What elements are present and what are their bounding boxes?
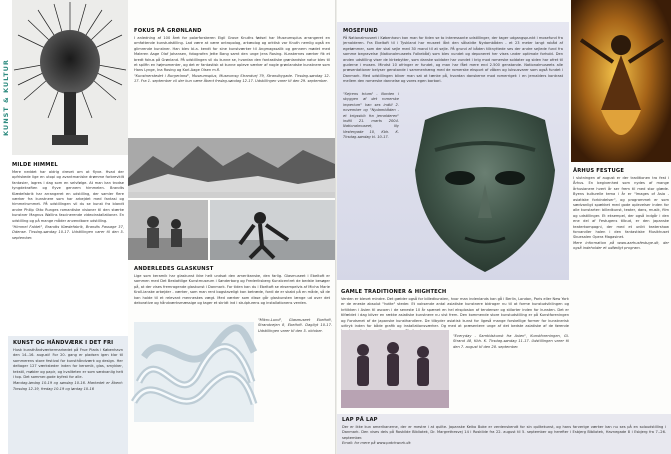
article-info: "Mikro-Lund", Glasmuseet Ebeltoft, Strandvejen 8, Ebeltoft. Dagligt 10-17. Udstillingen varer til den 5. oktober. [258, 318, 332, 333]
article-info: "Kunstnerstedet i Burgerland", Museumsplus, Museumsg Strandvej 79, Strandbygade. Tirsdag-søndag 12-17. Fra 1. september vil der kun være åbent fredag-søndag 12-17. Udstillingen varer til den 29. september. [134, 73, 330, 84]
article-gamle-traditioner [341, 289, 569, 330]
right-page [337, 0, 671, 454]
article-gamle-traditioner-cont [453, 334, 569, 350]
glass-coil-graphic [134, 322, 254, 422]
photo-urchin-sculpture [12, 0, 128, 155]
article-milde-himmel [12, 162, 124, 241]
article-body: Verden er blevet mindre. Det gælder også for billedkunsten, hvor man indenlands kan gå i Berlin, London, Paris eller New York er de eneste absolut "hotte" steder. Et voksende antal asiatiske kunstnere bidrager nu til at forme kunstudviklingen og kritikken i Asien til ascoen i de seneste 10 år spænet en hel eksplosion af tendenser og stilarter inden for kunsten. Det er tilfældet i dag bliver en række asiatiske kunstnere nu vist frem. Den kommende store kunstudstilling er på Kunstforeningen og Fondsmet af de japanske kunsthandlere. De tilbyder asiatisk kunst for ligeså mange forskellige former for kunstnerisk udtryk inden for både grafik og installationsværker. Og med at præsentere unge af det bedste asiatiske af de førende [341, 297, 569, 329]
article-title: ÅRHUS FESTUGE [573, 168, 625, 174]
article-kunst-haandvaerk [8, 336, 128, 454]
article-aarhus-festuge [573, 168, 669, 252]
article-body: I slutningen af august er der traditionen tro fest i Århus. En begivenhed som nydes af mange århusianere hvert år ser frem til med stor glæde. Byens kulturelle tema i år er "Images of Asia - asiatiske forbindelser", og programmet er som sædvanligt spækket med gode oplevelser inden for alle kunstarter: billedkunst, teater, dans, musik, film og udstillinger. Et eksempel, der også indgår i den ene del af Festugens tilbud, er den japanske teaterkompagni, der med et unikt teatershow forvandler halen i den fantastiske Musikhuset Skuesalen Opera Magasinet. [573, 176, 669, 240]
article-body: Mere neddet har aldrig drevet om at flyve. Hvad der opfriskede lige en utopi og avantmaniske drømme forbrevkilt fantasier, lagres i dag som en selvfølge. At man kan trodse tyngdekraften og flyve gennem himmelen. Brandts Klædefabrik har arrangeret en udstilling, der samler flere værker fra kunstnere som har arbejdet med fantasi og himmelrummet. På udstillingen vil du se kunst fra blandt andre Philip Otto Runges romantiske visioner til den stærke kunstner Magnus Wallins fascinerende videoinstallationer. En udstilling og på mange måder anvendbare udstilling. [12, 170, 124, 223]
figures-graphic [128, 200, 208, 260]
article-lap-paa-lap [337, 414, 671, 454]
article-body-top: På Nationalmuseet i København kan man for tiden se to interessante udstillinger, der tager udgangspunkt i mosefund fra jernalderen. Fra Ebeltoft til i Tyskland har museet lånt den såkaldte Nydambåden - et 23 meter langt robåd af egetømmer, som der skal sejle med 30 mand til at sejle. På grund af båden tilknyttede ses der andre sejlede fund fra samme begravelse (Nationalmuseets Folkebåd) som blev vundet og deponeret her vises under optimale forhold. Den anden udstilling viser de kirkebytter, som danske soldater har vundet i krig mod romerske soldater og siden har ofret til guderne i mosen. Mindst 10 ofringer er fundet, og man har fået mere end 2.500 genstande. Nationalmuseets alle præsentationer belyser genstande i sammenhæng med de romerske eksport af våben og luksusvarer som også fundet i Danmark. Med udstillingen bliver man sat at tænke på, hvordan danskerne mod romerriget: i en jernalders kontrast mellem den romerske dannelse og vores egen barbari. [343, 36, 563, 84]
article-title: KUNST OG HÅNDVÆRK I DET FRI [13, 340, 114, 346]
article-title: LAP PÅ LAP [342, 417, 378, 423]
article-body: Der er ikke kun amerikanerne, der er mestre i at quilte. Japanske Keiko Boke er verdenskendt for sin quiltekunst, og hans farverige værker kan nu ses på en soloudstilling i Danmark. Den vises dels på Roskilde Bibliotek, Dr. Margrethesvej 14 i Roskilde fra 22. august til 5. september og herefter i Esbjerg Bibliotek, Havnegade 8 i Esbjerg fra 7.-26. september. [342, 425, 666, 440]
section-label: KUNST & KULTUR [2, 59, 10, 136]
article-body: I anledning af 100 året for polarforskeren Eigil Grove Knuths fødsel har Museumsplus arrangeret en omfattende kunstudstilling. Lad være at være antropolog, arkæolog og arktisk var Knuth nemlig også en glimrende kunstner. Han blev bl.a. kendt for sine kunstværker til Angmagssalik og gennem mødet med Maleren Aage Olaf Johansen, fotografen Jette Bang samt den unge Jens Rosing. Kunsternes værker fik et bredt fokus på Grønland. På udstillingen vil du kunne se, hvordan den fantastiske grønlandske natur blev til et spilfin en højmomenter, og det er fantastisk at kunne opleve værker af nogle grønlandske kunstnere som Hans Lynge, Ina Rosing og Karl-Aage Olsen m.fl. [134, 36, 330, 73]
photo-greenland-figures-left [128, 200, 208, 260]
urchin-sculpture-graphic [12, 0, 128, 155]
article-title: GAMLE TRADITIONER & HIGHTECH [341, 289, 447, 295]
photo-dancer-gold [571, 0, 671, 162]
article-body: Husk kunsthåndværkermarkedet på Frue Plads i København den 14.-16. august! For 20. gang er pladsen igen klar til sommerens store festival for kunsthåndværk og design. Her deltager 127 værksteder inden for keramik, glas, smykker, tekstil, møbler og papir, og kvaliteten er som sædvanlig helt i top. Det sommer-gode byfest for alle. [13, 348, 123, 380]
article-mosefund-box [337, 22, 569, 280]
article-info: "Himmel Faldet", Brandts Klædefabrik, Brandts Passage 37, Odense. Tirsdag-søndag 10-17. Udstillingen varer til den 5. september. [12, 225, 124, 240]
article-info: Mere information på www.aarhusfestuge.dk, der også indeholder et udførligt program. [573, 240, 669, 251]
left-column [0, 0, 128, 454]
photo-glass-art [134, 322, 254, 422]
dancer-gold-graphic [571, 0, 671, 162]
photo-asian-art [341, 330, 449, 408]
article-info: Email: for mere på www.patchwork.dk [342, 441, 411, 446]
asian-art-graphic [341, 330, 449, 408]
article-title: ANDERLEDES GLASKUNST [134, 266, 214, 272]
article-title: FOKUS PÅ GRØNLAND [134, 28, 202, 34]
article-info: "Everyday - Samtidskunst fra Asien", Kunstforeningen, Gl. Strand 48, Kbh. K. Tirsdag-søndag 11-17. Udstillingen varer til den 7. august til den 28. september. [453, 334, 569, 349]
article-mosefund-side [343, 92, 399, 272]
article-glaskunst [134, 266, 330, 274]
article-info: Mandag-lørdag 10-19 og søndag 10-16. Markedet er åbent: Torsdag 12-19, fredag 10-19 og lørdag 10-16 [13, 381, 123, 391]
middle-column [128, 0, 335, 454]
dancer-graphic [210, 200, 335, 260]
photo-greenland-figures-right [210, 200, 335, 260]
article-title: MOSEFUND [343, 28, 378, 34]
photo-greenland-mountains [128, 138, 335, 198]
bronze-mask-graphic [405, 100, 565, 276]
article-mosefund [343, 28, 563, 84]
mountains-graphic [128, 138, 335, 198]
article-glaskunst-intro [134, 274, 330, 314]
article-title: MILDE HIMMEL [12, 162, 58, 168]
article-info: "Sejrens triumf - Norden i skyggen af det romerske imperium" kan ses indtil 2. november og "Nydambåden - et krigsskib fra jernalderen" indtil 21. marts 2004. Nationalmuseet, Ny Vestergade 10, Kbh. K. Tirsdag-søndag kl. 10-17. [343, 92, 399, 140]
photo-bronze-mask [405, 100, 565, 276]
article-glaskunst-cont [258, 318, 332, 334]
article-body-intro: Lige som keramik har glaskunst ikke helt undsat den amerikanske, den farlig. Glasmuseet i Ebeltoft er sammen med Det Bestattlige Kunstmuseum i Sønderborg og Frederiksberg Kunstcentret de bedste besøger på, at der vises fremragende glaskunst i Danmark. For tiden kan du i Ebeltoft se eksempelvis af Micha Marie Kroll-ianske arbejder - værker, som man rent bogstaveligt kan betræde, fordi de er skabt på en måde, så de kan holde til et relevant menneskes vægt. Med værker som disse går glaskunsten længe ud over det dekorative og håndværksmæssige og tager et skridt ind i skulpturens og installationens verden. [134, 274, 330, 306]
article-fokus-groenland [134, 28, 330, 85]
